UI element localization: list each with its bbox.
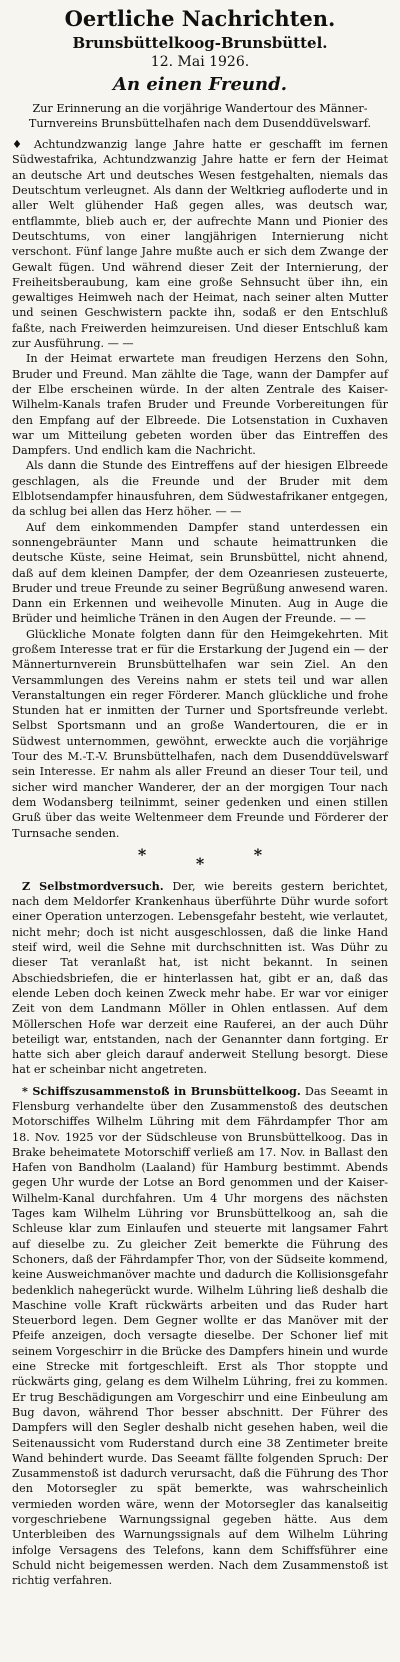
article-intro: Zur Erinnerung an die vorjährige Wandertour des Männer-Turnvereins Brunsbüttelhafen nach dem Dusenddüvelswarf. xyxy=(28,102,372,130)
notice-kicker: Z Selbstmordversuch. xyxy=(22,878,164,893)
separator-star: * xyxy=(137,844,147,864)
separator-star: * xyxy=(195,853,205,873)
article-paragraph: ♦ Achtundzwanzig lange Jahre hatte er geschafft im fernen Südwestafrika, Achtundzwanzig Jahre hatte er fern der Heimat an deutsche Art und deutsches Wesen festgehalten, niemals das Deutschtum verleugnet. Als dann der Weltkrieg aufloderte und in aller Welt glühender Haß gegen alles, was deutsch war, entflammte, blieb auch er, der aufrechte Mann und Pionier des Deutschtums, von einer langjährigen Internierung nicht verschont. Fünf lange Jahre mußte auch er sich dem Zwange der Gewalt fügen. Und während dieser Zeit der Internierung, der Freiheitsberaubung, kam eine große Sehnsucht über ihn, ein gewaltiges Heimweh nach der Heimat, nach seiner alten Mutter und seinen Geschwistern packte ihn, sodaß er den Entschluß faßte, nach Freiwerden heimzureisen. Und dieser Entschluß kam zur Ausführung. — — xyxy=(12,138,388,351)
article-paragraph: Auf dem einkommenden Dampfer stand unterdessen ein sonnengebräunter Mann und schaute heimattrunken die deutsche Küste, seine Heimat, sein Brunsbüttel, nicht ahnend, daß auf dem kleinen Dampfer, der dem Ozeanriesen zusteuerte, Bruder und treue Freunde zu seiner Begrüßung anwesend waren. Dann ein Erkennen und weihevolle Minuten. Aug in Auge die Brüder und heimliche Tränen in den Augen der Freunde. — — xyxy=(12,520,388,626)
notice-body: Das Seeamt in Flensburg verhandelte über den Zusammenstoß des deutschen Motorschiffes Wilhelm Lühring mit dem Fährdampfer Thor am 18. Nov. 1925 vor der Südschleuse von Brunsbüttelkoog. Das in Brake beheimatete Motorschiff verließ am 17. Nov. in Ballast den Hafen von Bandholm (Laaland) für Hamburg bestimmt. Abends gegen Uhr wurde der Lotse an Bord genommen und der Kaiser-Wilhelm-Kanal durchfahren. Um 4 Uhr morgens des nächsten Tages kam Wilhelm Lühring vor Brunsbüttelkoog an, sah die Schleuse klar zum Einlaufen und steuerte mit langsamer Fahrt auf dieselbe zu. Zu gleicher Zeit bemerkte die Führung des Schoners, daß der Fährdampfer Thor, von der Südseite kommend, keine Ausweichmanöver machte und dadurch die Kollisionsgefahr bedenklich nahegerückt wurde. Wilhelm Lühring ließ deshalb die Maschine volle Kraft rückwärts arbeiten und das Ruder hart Steuerbord legen. Dem Gegner wollte er das Manöver mit der Pfeife anzeigen, doch versagte dieselbe. Der Schoner lief mit seinem Vorgeschirr in die Brücke des Dampfers hinein und wurde eine Strecke mit fortgeschleift. Erst als Thor stoppte und rückwärts ging, gelang es dem Wilhelm Lühring, frei zu kommen. Er trug Beschädigungen am Vorgeschirr und eine Einbeulung am Bug davon, während Thor besser abschnitt. Der Führer des Dampfers will den Segler deshalb nicht gesehen haben, weil die Seitenaussicht vom Ruderstand durch eine 38 Zentimeter breite Wand behindert wurde. Das Seeamt fällte folgenden Spruch: Der Zusammenstoß ist dadurch verursacht, daß die Führung des Thor den Motorsegler zu spät bemerkte, was wahrscheinlich vermieden worden wäre, wenn der Motorsegler das kanalseitig vorgeschriebene Warnungssignal gegeben hätte. Aus dem Unterbleiben des Warnungssignals auf dem Wilhelm Lühring infolge Versagens des Telefons, kann dem Schiffsführer eine Schuld nicht beigemessen werden. Nach dem Zusammenstoß ist richtig verfahren. xyxy=(12,1084,388,1588)
section-title: Oertliche Nachrichten. xyxy=(64,6,336,31)
article-paragraph: Glückliche Monate folgten dann für den Heimgekehrten. Mit großem Interesse trat er für die Erstarkung der Jugend ein — der Männerturnverein Brunsbüttelhafen war sein Ziel. An den Versammlungen des Vereins nahm er stets teil und war allen Veranstaltungen ein reger Förderer. Manch glückliche und frohe Stunden hat er inmitten der Turner und Sportsfreunde verlebt. Selbst Sportsmann und an große Wandertouren, die er in Südwest unternommen, gewöhnt, erweckte auch die vorjährige Tour des M.-T.-V. Brunsbüttelhafen, nach dem Dusenddüvelswarf sein Interesse. Er nahm als aller Freund an dieser Tour teil, und sicher wird mancher Wanderer, der an der morgigen Tour nach dem Wodansberg teilnimmt, seiner gedenken und einen stillen Gruß über das weite Weltenmeer dem Freunde und Förderer der Turnsache senden. xyxy=(12,627,388,840)
notice-body: Der, wie bereits gestern berichtet, nach dem Meldorfer Krankenhaus überführte Dühr wurde sofort einer Operation unterzogen. Lebensgefahr besteht, wie verlautet, nicht mehr; doch ist nicht ausgeschlossen, daß die linke Hand steif wird, weil die Sehne mit durchschnitten ist. Was Dühr zu dieser Tat veranlaßt hat, ist nicht bekannt. In seinen Abschiedsbriefen, die er hinterlassen hat, gibt er an, daß das elende Leben doch keinen Zweck mehr habe. Er war vor einiger Zeit von dem Landmann Möller in Ohlen entlassen. Auf dem Möllerschen Hofe war derzeit eine Rauferei, an der auch Dühr beteiligt war, entstanden, nach der Genannter dann fortging. Er hatte sich aber gleich darauf anderweit Stellung besorgt. Diese hat er scheinbar nicht angetreten. xyxy=(12,879,388,1077)
issue-date: 12. Mai 1926. xyxy=(150,54,250,70)
article-paragraph: In der Heimat erwartete man freudigen Herzens den Sohn, Bruder und Freund. Man zählte die Tage, wann der Dampfer auf der Elbe erscheinen würde. In der alten Zentrale des Kaiser-Wilhelm-Kanals trafen Bruder und Freunde Vorbereitungen für den Empfang auf der Elbreede. Die Lotsenstation in Cuxhaven war um Mitteilung gebeten worden über das Eintreffen des Dampfers. Und endlich kam die Nachricht. xyxy=(12,352,388,458)
location-subtitle: Brunsbüttelkoog-Brunsbüttel. xyxy=(72,34,328,52)
separator-star: * xyxy=(253,844,263,864)
notice-kicker: * Schiffszusammenstoß in Brunsbüttelkoog. xyxy=(22,1083,301,1098)
section-separator xyxy=(12,844,388,873)
news-notice xyxy=(12,879,388,1078)
article-headline: An einen Freund. xyxy=(113,74,287,95)
news-notice xyxy=(12,1084,388,1589)
article-paragraph: Als dann die Stunde des Eintreffens auf der hiesigen Elbreede geschlagen, als die Freunde und der Bruder mit dem Elblotsendampfer hinausfuhren, dem Südwestafrikaner entgegen, da schlug bei allen das Herz höher. — — xyxy=(12,459,388,519)
